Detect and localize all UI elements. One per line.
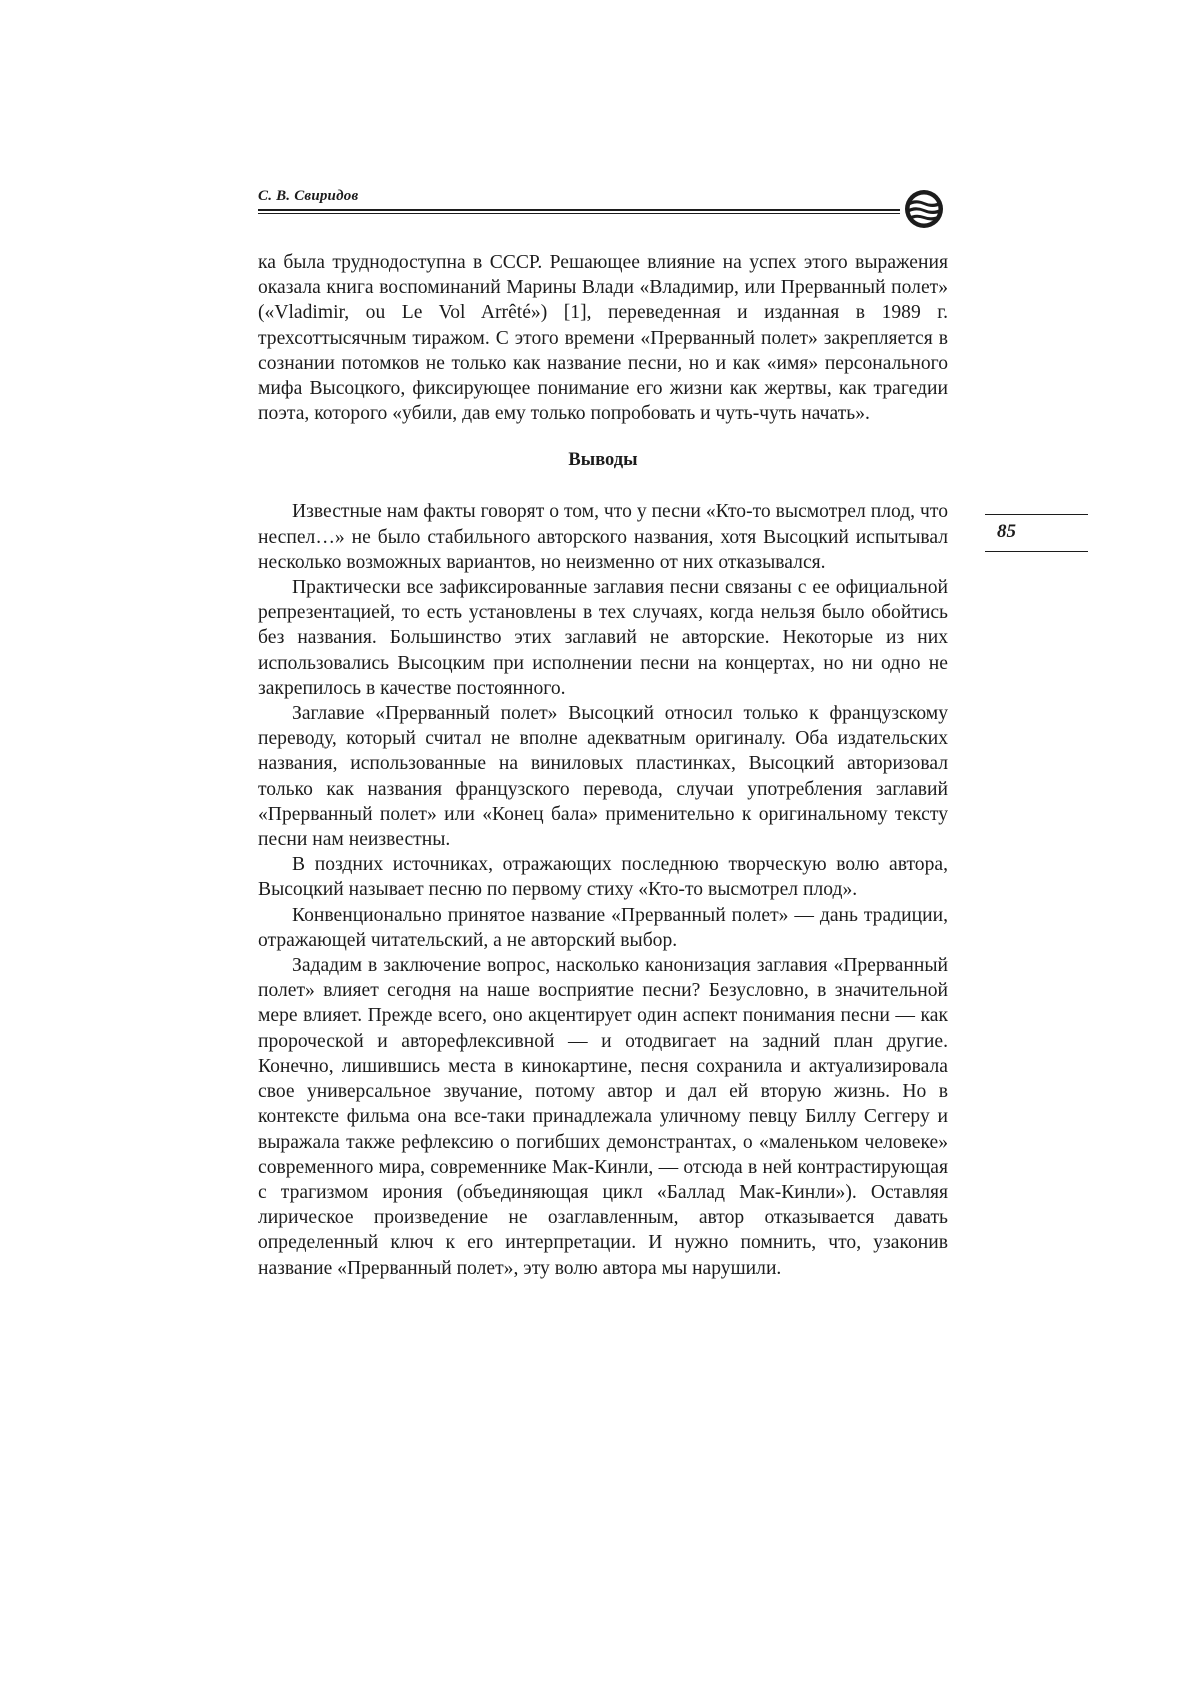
- header-rule-thick: [258, 209, 900, 211]
- running-head-author: С. В. Свиридов: [258, 188, 359, 204]
- waves-globe-icon: [900, 185, 948, 233]
- intro-paragraph: ка была труднодоступна в СССР. Решающее влияние на успех этого выражения оказала книга воспоминаний Марины Влади «Владимир, или Прерванный полет» («Vladimir, ou Le Vol Arrêté») [1], переведенная и изданная в 1989 г. трехсоттысячным тиражом. С этого времени «Прерванный полет» закрепляется в сознании потомков не только как название песни, но и как «имя» персонального мифа Высоцкого, фиксирующее понимание его жизни как жертвы, как трагедии поэта, которого «убили, дав ему только попробовать и чуть-чуть начать».: [258, 252, 948, 425]
- page-number: 85: [997, 521, 1016, 542]
- conclusion-paragraph-5: Конвенционально принятое название «Прерванный полет» — дань традиции, отражающей читательский, а не авторский выбор.: [258, 904, 948, 951]
- page-number-box: [985, 514, 1088, 552]
- conclusion-paragraph-2: Практически все зафиксированные заглавия песни связаны с ее официальной репрезентацией, то есть установлены в тех случаях, когда нельзя было обойтись без названия. Большинство этих заглавий не авторские. Некоторые из них использовались Высоцким при исполнении песни на концертах, но ни одно не закрепилось в качестве постоянного.: [258, 577, 948, 699]
- header-rule-thin: [258, 213, 900, 214]
- conclusion-paragraph-4: В поздних источниках, отражающих последнюю творческую волю автора, Высоцкий называет песню по первому стиху «Кто-то высмотрел плод».: [258, 854, 948, 901]
- conclusion-paragraph-3: Заглавие «Прерванный полет» Высоцкий относил только к французскому переводу, который считал не вполне адекватным оригиналу. Оба издательских названия, использованные на виниловых пластинках, Высоцкий авторизовал только как названия французского перевода, случаи употребления заглавий «Прерванный полет» или «Конец бала» применительно к оригинальному тексту песни нам неизвестны.: [258, 703, 948, 851]
- conclusion-paragraph-1: Известные нам факты говорят о том, что у песни «Кто-то высмотрел плод, что неспел…» не было стабильного авторского названия, хотя Высоцкий испытывал несколько возможных вариантов, но неизменно от них отказывался.: [258, 501, 948, 573]
- conclusion-paragraph-6: Зададим в заключение вопрос, насколько канонизация заглавия «Прерванный полет» влияет сегодня на наше восприятие песни? Безусловно, в значительной мере влияет. Прежде всего, оно акцентирует один аспект понимания песни — как пророческой и авторефлексивной — и отодвигает на задний план другие. Конечно, лишившись места в кинокартине, песня сохранила и актуализировала свое универсальное звучание, потому автор и дал ей вторую жизнь. Но в контексте фильма она все-таки принадлежала уличному певцу Биллу Сеггеру и выражала также рефлексию о погибших демонстрантах, о «маленьком человеке» современного мира, современнике Мак-Кинли, — отсюда в ней контрастирующая с трагизмом ирония (объединяющая цикл «Баллад Мак-Кинли»). Оставляя лирическое произведение не озаглавленным, автор отказывается давать определенный ключ к его интерпретации. И нужно помнить, что, узаконив название «Прерванный полет», эту волю автора мы нарушили.: [258, 955, 948, 1279]
- body-text: [258, 250, 948, 1281]
- section-heading: Выводы: [568, 450, 638, 471]
